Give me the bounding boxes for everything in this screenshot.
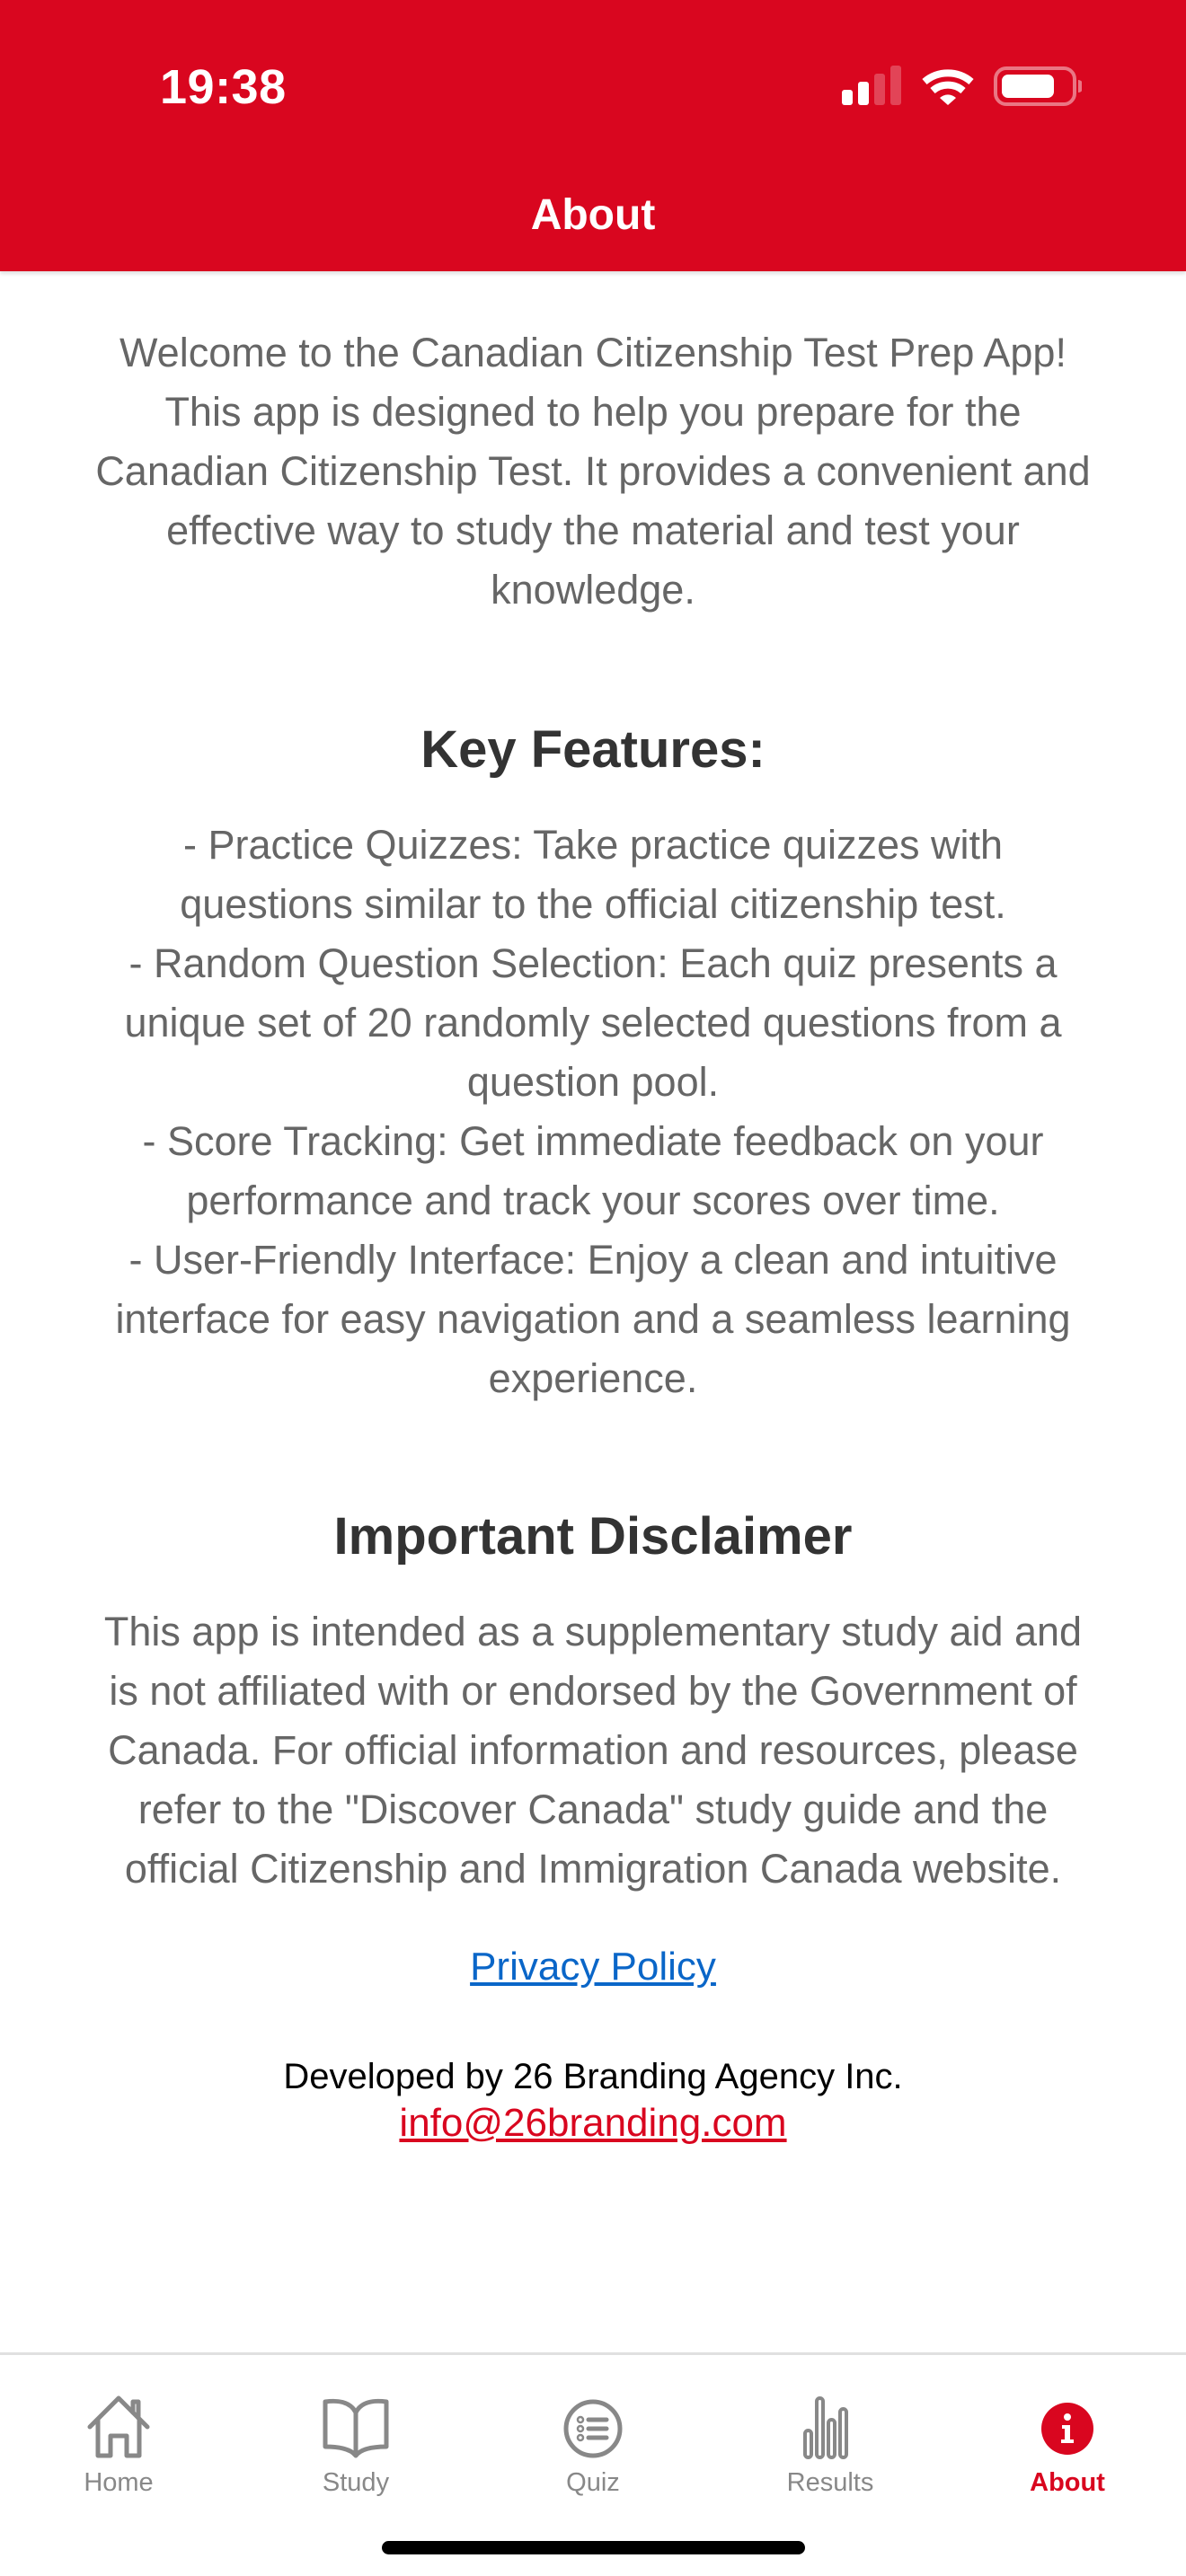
feature-line: questions similar to the official citizenship test.: [180, 881, 1006, 927]
key-features-list: [45, 816, 1141, 1408]
list-icon: [557, 2393, 629, 2465]
book-icon: [320, 2393, 392, 2465]
home-indicator[interactable]: [382, 2541, 805, 2554]
tab-study[interactable]: [237, 2355, 474, 2526]
intro-line: Welcome to the Canadian Citizenship Test Prep App!: [119, 330, 1067, 375]
signal-icon: [842, 66, 901, 105]
tab-about[interactable]: [949, 2355, 1186, 2526]
intro-line: This app is designed to help you prepare for the: [164, 389, 1022, 435]
wifi-icon: [925, 73, 971, 105]
status-icons: [839, 65, 1082, 110]
tab-label: Study: [322, 2468, 390, 2497]
feature-line: question pool.: [466, 1059, 720, 1105]
feature-line: - Practice Quizzes: Take practice quizzes with: [182, 822, 1004, 868]
disclaimer-line: This app is intended as a supplementary study aid and: [103, 1609, 1083, 1654]
tab-results[interactable]: [712, 2355, 949, 2526]
key-features-heading: Key Features:: [420, 720, 766, 779]
feature-line: interface for easy navigation and a seamless learning: [115, 1296, 1071, 1342]
status-time: 19:38: [160, 60, 287, 114]
contact-email-link[interactable]: info@26branding.com: [399, 2101, 787, 2145]
info-icon: [1031, 2393, 1103, 2465]
feature-line: performance and track your scores over time.: [186, 1178, 1000, 1223]
disclaimer-line: is not affiliated with or endorsed by the Government of: [109, 1668, 1077, 1714]
intro-line: Canadian Citizenship Test. It provides a convenient and: [95, 448, 1091, 494]
disclaimer-paragraph: [45, 1602, 1141, 1899]
feature-line: - Score Tracking: Get immediate feedback on your: [142, 1118, 1044, 1164]
about-content: [0, 271, 1186, 2353]
home-icon: [83, 2393, 155, 2465]
intro-paragraph: [45, 323, 1141, 620]
page-title: About: [530, 191, 656, 239]
privacy-policy-link[interactable]: Privacy Policy: [470, 1945, 716, 1989]
disclaimer-line: refer to the "Discover Canada" study guide and the: [137, 1786, 1049, 1832]
disclaimer-line: Canada. For official information and resources, please: [108, 1727, 1078, 1773]
app-header: [0, 0, 1186, 271]
tab-quiz[interactable]: [474, 2355, 712, 2526]
feature-line: experience.: [488, 1355, 698, 1401]
tab-home[interactable]: [0, 2355, 237, 2526]
developer-credit: Developed by 26 Branding Agency Inc.: [283, 2057, 903, 2096]
intro-line: knowledge.: [491, 567, 695, 613]
disclaimer-heading: Important Disclaimer: [333, 1507, 853, 1566]
battery-icon: [996, 68, 1082, 104]
tab-label: About: [1030, 2468, 1105, 2497]
feature-line: - User-Friendly Interface: Enjoy a clean and intuitive: [128, 1237, 1058, 1283]
tab-label: Results: [786, 2468, 874, 2497]
intro-line: effective way to study the material and test your: [166, 507, 1020, 553]
feature-line: - Random Question Selection: Each quiz presents a: [128, 940, 1058, 986]
feature-line: unique set of 20 randomly selected questions from a: [124, 1000, 1062, 1045]
tab-label: Home: [84, 2468, 154, 2497]
tab-label: Quiz: [566, 2468, 620, 2497]
bar-chart-icon: [794, 2393, 866, 2465]
disclaimer-line: official Citizenship and Immigration Canada website.: [124, 1846, 1062, 1892]
